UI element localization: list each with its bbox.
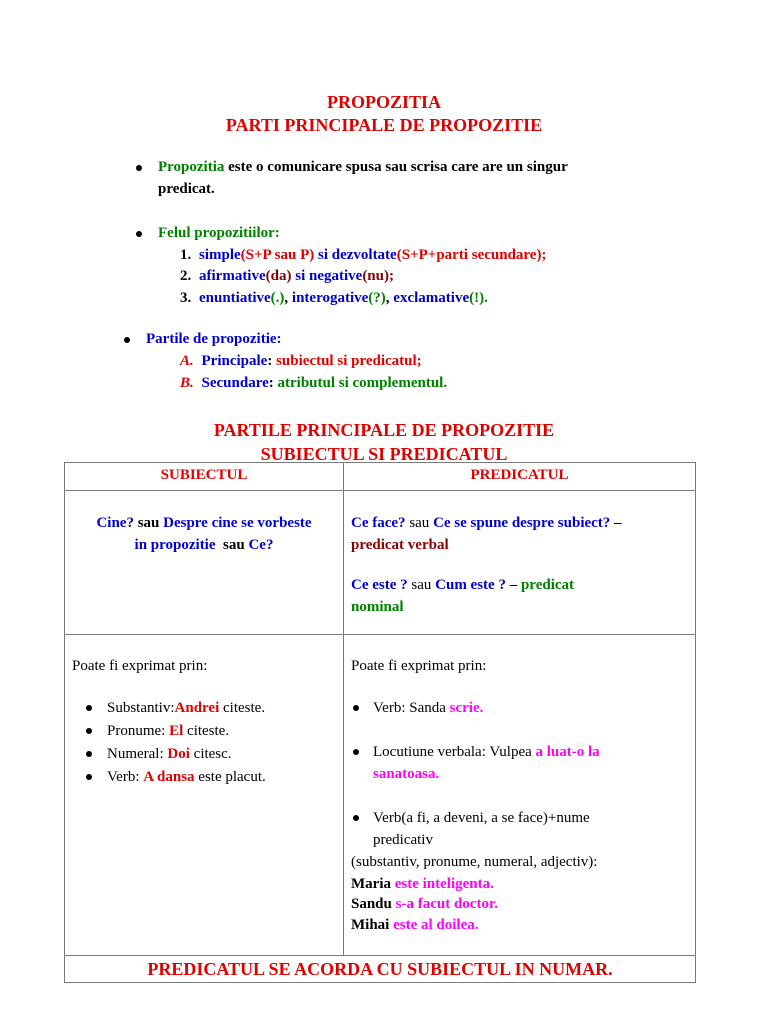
question-text: in propozitie bbox=[134, 537, 216, 553]
section-title: PARTILE PRINCIPALE DE PROPOZITIE bbox=[213, 420, 555, 440]
felul-item-1 bbox=[180, 245, 546, 266]
example-sentence bbox=[351, 873, 494, 895]
list-item bbox=[107, 697, 265, 719]
predicate-type: nominal bbox=[351, 599, 404, 615]
bullet-icon bbox=[353, 749, 359, 755]
list-example: El bbox=[169, 723, 184, 739]
list-example: scrie. bbox=[449, 700, 484, 716]
separator: , bbox=[284, 290, 292, 306]
connector-text: sau bbox=[215, 537, 249, 553]
separator: : bbox=[267, 353, 277, 369]
list-label: Locutiune verbala: Vulpea bbox=[373, 744, 536, 760]
predicate-verbal-question bbox=[344, 491, 695, 556]
item-detail: (S+P sau P) bbox=[240, 247, 315, 263]
felul-heading: Felul propozitiilor: bbox=[158, 225, 280, 241]
list-rest: citeste. bbox=[219, 700, 266, 716]
list-example: Andrei bbox=[174, 700, 220, 716]
list-item bbox=[107, 720, 229, 742]
list-item bbox=[373, 741, 600, 763]
example-predicate: este inteligenta. bbox=[390, 876, 494, 892]
grammar-table bbox=[64, 462, 696, 983]
item-term: simple bbox=[199, 247, 241, 263]
footer-cell bbox=[65, 956, 696, 983]
bullet-icon bbox=[86, 728, 92, 734]
item-number: 2. bbox=[180, 268, 192, 284]
list-example: a luat-o la bbox=[535, 744, 600, 760]
predicate-question-cell bbox=[344, 491, 696, 635]
header-cell bbox=[65, 463, 344, 491]
partile-item-b bbox=[180, 373, 447, 394]
list-example-cont: sanatoasa. bbox=[373, 766, 440, 782]
bullet-icon bbox=[124, 337, 130, 343]
item-term: si negative bbox=[291, 268, 363, 284]
predicate-nominal-question bbox=[344, 556, 695, 618]
question-text: Cine? bbox=[96, 515, 134, 531]
list-rest: citeste. bbox=[183, 723, 230, 739]
list-item bbox=[107, 743, 232, 765]
example-sentence bbox=[351, 893, 498, 915]
item-detail: (S+P+parti secundare); bbox=[396, 247, 547, 263]
parenthetical-note: (substantiv, pronume, numeral, adjectiv): bbox=[351, 854, 598, 870]
definition-line bbox=[158, 157, 568, 178]
connector-text: sau bbox=[133, 515, 164, 531]
item-detail: (nu); bbox=[362, 268, 394, 284]
expression-intro: Poate fi exprimat prin: bbox=[351, 658, 487, 674]
question-text: Ce face? bbox=[351, 515, 406, 531]
list-label: Numeral: bbox=[107, 746, 168, 762]
column-header-predicatul: PREDICATUL bbox=[470, 467, 569, 483]
item-term: enuntiative bbox=[199, 290, 271, 306]
item-term: interogative bbox=[291, 290, 369, 306]
list-label: Pronume: bbox=[107, 723, 170, 739]
list-example: Doi bbox=[167, 746, 190, 762]
list-label: Verb: bbox=[107, 769, 144, 785]
example-subject: Mihai bbox=[351, 917, 390, 933]
definition-term: Propozitia bbox=[158, 159, 225, 175]
item-letter: B. bbox=[180, 375, 194, 391]
example-subject: Maria bbox=[351, 876, 391, 892]
partile-item-a bbox=[180, 351, 422, 372]
item-detail: (?) bbox=[368, 290, 386, 306]
question-text: Ce? bbox=[248, 537, 274, 553]
list-item bbox=[373, 697, 483, 719]
bullet-icon bbox=[86, 774, 92, 780]
separator: , bbox=[385, 290, 394, 306]
question-text: Despre cine se vorbeste bbox=[163, 515, 312, 531]
column-header-subiectul: SUBIECTUL bbox=[160, 467, 248, 483]
partile-heading: Partile de propozitie: bbox=[146, 331, 282, 347]
question-text: Cum este ? bbox=[435, 577, 506, 593]
connector-text: sau bbox=[407, 577, 436, 593]
example-subject: Sandu bbox=[351, 896, 392, 912]
dash-text: – bbox=[610, 515, 622, 531]
page-subtitle: PARTI PRINCIPALE DE PROPOZITIE bbox=[225, 115, 543, 135]
subject-expression-cell bbox=[65, 635, 344, 956]
example-predicate: s-a facut doctor. bbox=[391, 896, 498, 912]
separator: : bbox=[268, 375, 278, 391]
bullet-icon bbox=[353, 705, 359, 711]
bullet-icon bbox=[136, 165, 142, 171]
item-term: exclamative bbox=[393, 290, 470, 306]
list-rest: este placut. bbox=[194, 769, 266, 785]
list-item-cont: predicativ bbox=[373, 832, 433, 848]
list-item bbox=[107, 766, 266, 788]
item-detail: (.) bbox=[270, 290, 285, 306]
felul-item-2 bbox=[180, 266, 394, 287]
item-number: 3. bbox=[180, 290, 192, 306]
item-term: afirmative bbox=[199, 268, 266, 284]
item-detail: atributul si complementul. bbox=[277, 375, 448, 391]
section-subtitle: SUBIECTUL SI PREDICATUL bbox=[260, 444, 508, 464]
item-term: Secundare bbox=[201, 375, 269, 391]
list-example: A dansa bbox=[143, 769, 195, 785]
definition-text: este o comunicare spusa sau scrisa care are un singur bbox=[224, 159, 568, 175]
example-predicate: este al doilea. bbox=[389, 917, 479, 933]
example-sentence bbox=[351, 914, 479, 936]
connector-text: sau bbox=[405, 515, 434, 531]
list-rest: citesc. bbox=[189, 746, 232, 762]
bullet-icon bbox=[353, 815, 359, 821]
bullet-icon bbox=[86, 705, 92, 711]
item-term: si dezvoltate bbox=[314, 247, 397, 263]
agreement-rule: PREDICATUL SE ACORDA CU SUBIECTUL IN NUMAR. bbox=[147, 959, 613, 979]
subject-question bbox=[65, 491, 343, 556]
felul-item-3 bbox=[180, 288, 488, 309]
dash-text: – bbox=[505, 577, 521, 593]
definition-line-2: predicat. bbox=[158, 181, 215, 197]
item-number: 1. bbox=[180, 247, 192, 263]
predicate-expression-cell bbox=[344, 635, 696, 956]
bullet-icon bbox=[136, 231, 142, 237]
subject-question-cell bbox=[65, 491, 344, 635]
item-letter: A. bbox=[180, 353, 194, 369]
bullet-icon bbox=[86, 751, 92, 757]
question-text: Ce este ? bbox=[351, 577, 408, 593]
expression-intro: Poate fi exprimat prin: bbox=[72, 658, 208, 674]
item-detail: (da) bbox=[265, 268, 292, 284]
item-term: Principale bbox=[201, 353, 268, 369]
list-label: Substantiv: bbox=[107, 700, 175, 716]
item-detail: (!). bbox=[469, 290, 488, 306]
predicate-type: predicat verbal bbox=[351, 537, 449, 553]
question-text: Ce se spune despre subiect? bbox=[433, 515, 611, 531]
header-cell bbox=[344, 463, 696, 491]
list-label: Verb: Sanda bbox=[373, 700, 450, 716]
list-item: Verb(a fi, a deveni, a se face)+nume bbox=[373, 810, 590, 826]
page-title: PROPOZITIA bbox=[326, 92, 441, 112]
predicate-type: predicat bbox=[520, 577, 575, 593]
item-detail: subiectul si predicatul; bbox=[276, 353, 422, 369]
